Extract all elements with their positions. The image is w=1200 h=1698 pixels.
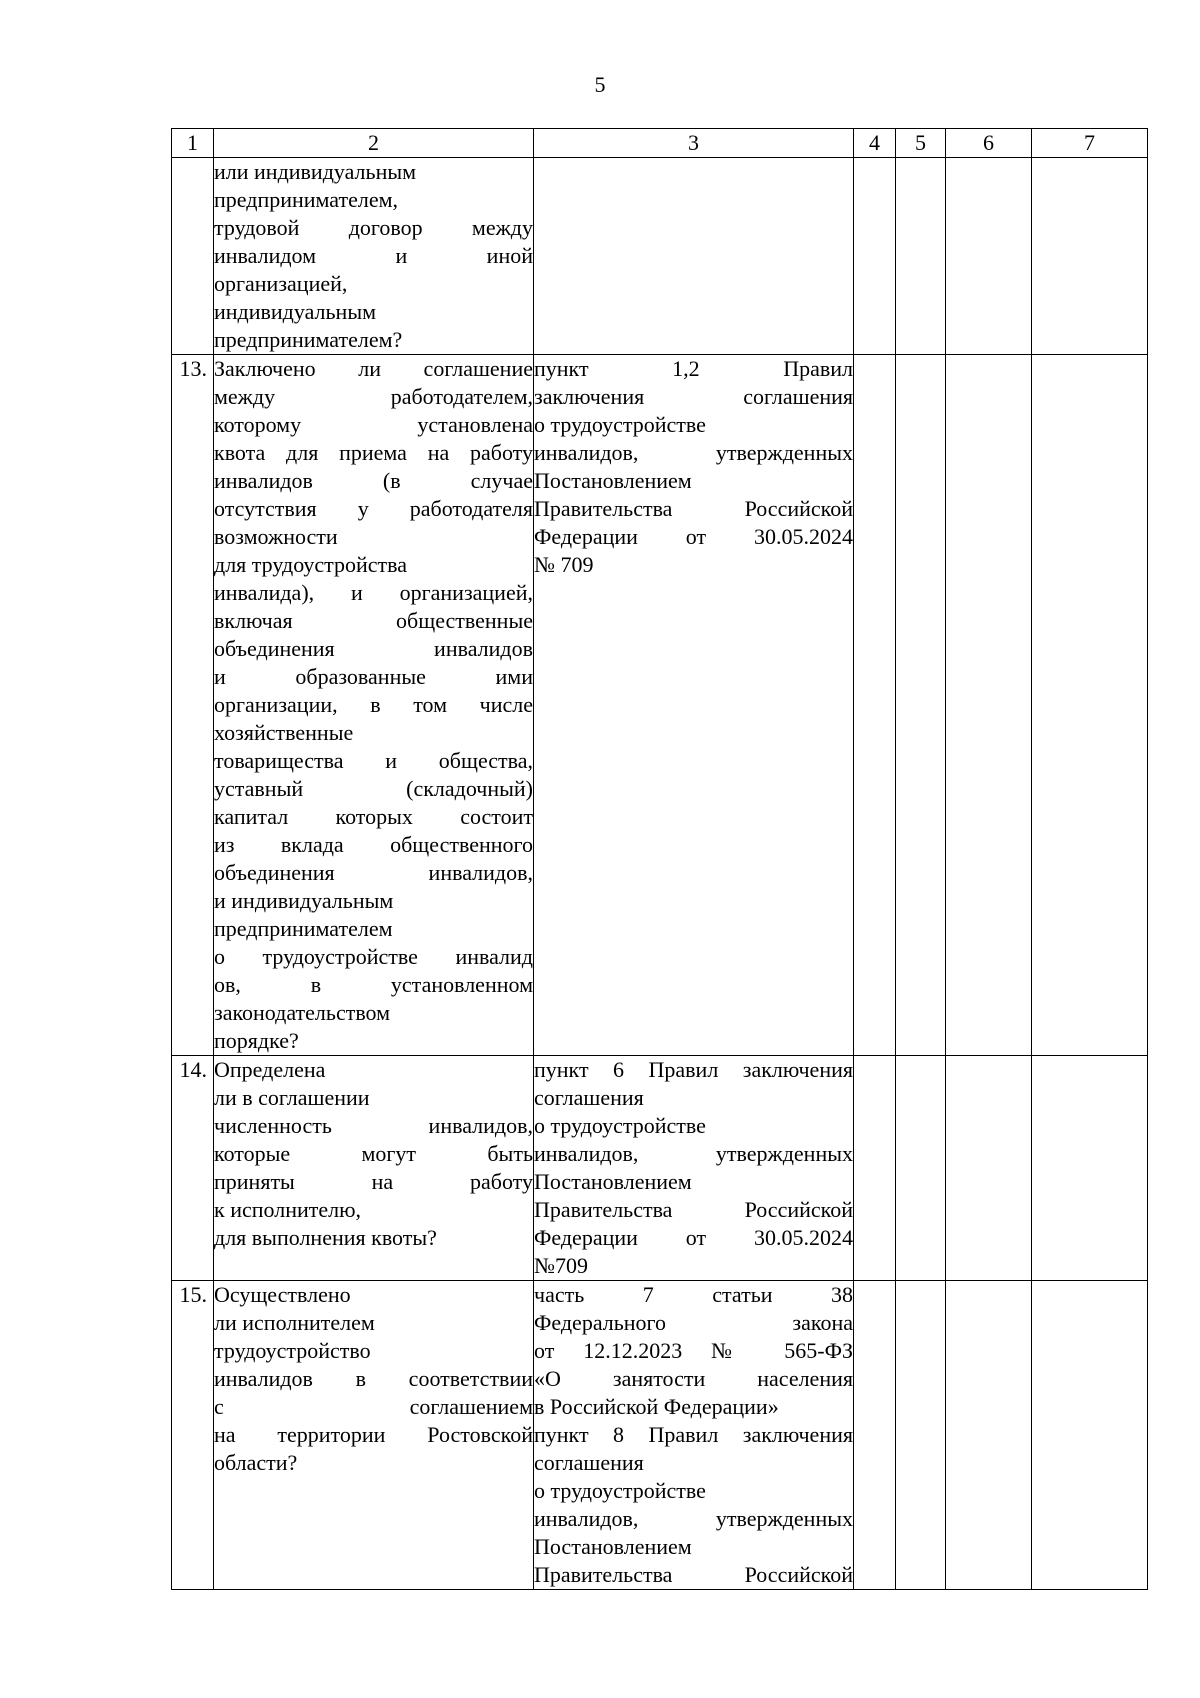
question-line: приняты на работу <box>214 1169 533 1194</box>
question-line: хозяйственные <box>214 720 354 745</box>
question-line: капитал которых состоит <box>214 804 533 829</box>
reference-line: Правительства Российской <box>534 496 853 521</box>
reference-line: Правительства Российской <box>534 1197 853 1222</box>
reference-line: «О занятости населения <box>534 1366 853 1391</box>
question-line: ли исполнителем <box>214 1310 375 1335</box>
reference-line: пункт 6 Правил заключения <box>534 1057 853 1082</box>
item-number: 14. <box>172 1056 214 1281</box>
question-line: или индивидуальным <box>214 159 417 184</box>
reference-line: Федерации от 30.05.2024 <box>534 1225 853 1250</box>
question-line: объединения инвалидов <box>214 636 533 661</box>
empty-cell-col-5 <box>896 355 946 1056</box>
header-cell: 6 <box>946 129 1032 158</box>
empty-cell-col-4 <box>854 355 896 1056</box>
question-line: из вклада общественного <box>214 832 533 857</box>
question-cell <box>214 1281 534 1590</box>
reference-line: в Российской Федерации» <box>534 1394 779 1419</box>
checklist-table <box>171 128 1148 1590</box>
question-line: области? <box>214 1450 298 1475</box>
reference-cell <box>534 1281 854 1590</box>
empty-cell-col-7 <box>1032 1281 1148 1590</box>
reference-line: инвалидов, утвержденных <box>534 1141 853 1166</box>
question-line: товарищества и общества, <box>214 748 533 773</box>
empty-cell-col-4 <box>854 1056 896 1281</box>
reference-line: № 709 <box>534 552 594 577</box>
item-number <box>172 158 214 355</box>
question-cell <box>214 355 534 1056</box>
empty-cell-col-4 <box>854 158 896 355</box>
reference-line: №709 <box>534 1253 588 1278</box>
reference-line: заключения соглашения <box>534 384 853 409</box>
header-cell: 1 <box>172 129 214 158</box>
question-line: предпринимателем, <box>214 187 399 212</box>
question-cell <box>214 158 534 355</box>
reference-cell <box>534 158 854 355</box>
empty-cell-col-5 <box>896 158 946 355</box>
reference-line: Постановлением <box>534 1169 692 1194</box>
question-line: уставный (складочный) <box>214 776 533 801</box>
question-line: законодательством <box>214 1000 391 1025</box>
question-line: отсутствия у работодателя <box>214 496 533 521</box>
reference-line: о трудоустройстве <box>534 1113 706 1138</box>
reference-line: пункт 8 Правил заключения <box>534 1422 853 1447</box>
table-row <box>172 355 1148 1056</box>
question-line: для выполнения квоты? <box>214 1225 437 1250</box>
reference-line: о трудоустройстве <box>534 1478 706 1503</box>
reference-line: инвалидов, утвержденных <box>534 440 853 465</box>
question-line: объединения инвалидов, <box>214 860 533 885</box>
empty-cell-col-6 <box>946 355 1032 1056</box>
table-row <box>172 1281 1148 1590</box>
question-line: ов, в установленном <box>214 972 533 997</box>
item-number: 13. <box>172 355 214 1056</box>
question-line: трудовой договор между <box>214 215 533 240</box>
question-line: возможности <box>214 524 338 549</box>
question-line: индивидуальным <box>214 299 377 324</box>
question-line: Заключено ли соглашение <box>214 356 533 381</box>
empty-cell-col-7 <box>1032 355 1148 1056</box>
question-line: включая общественные <box>214 608 533 633</box>
reference-cell <box>534 355 854 1056</box>
reference-line: соглашения <box>534 1085 644 1110</box>
reference-line: Федерации от 30.05.2024 <box>534 524 853 549</box>
question-line: численность инвалидов, <box>214 1113 533 1138</box>
empty-cell-col-6 <box>946 1281 1032 1590</box>
question-line: и образованные ими <box>214 664 533 689</box>
empty-cell-col-6 <box>946 1056 1032 1281</box>
question-line: порядке? <box>214 1028 299 1053</box>
question-line: предпринимателем <box>214 916 393 941</box>
table-header-row <box>172 129 1148 158</box>
reference-line: о трудоустройстве <box>534 412 706 437</box>
empty-cell-col-7 <box>1032 1056 1148 1281</box>
reference-line: Правительства Российской <box>534 1562 853 1587</box>
empty-cell-col-7 <box>1032 158 1148 355</box>
empty-cell-col-4 <box>854 1281 896 1590</box>
header-cell: 4 <box>854 129 896 158</box>
reference-line: инвалидов, утвержденных <box>534 1506 853 1531</box>
reference-line: Постановлением <box>534 468 692 493</box>
question-line: для трудоустройства <box>214 552 408 577</box>
empty-cell-col-5 <box>896 1281 946 1590</box>
reference-line: Постановлением <box>534 1534 692 1559</box>
question-line: которые могут быть <box>214 1141 533 1166</box>
question-line: инвалидов в соответствии <box>214 1366 533 1391</box>
reference-cell <box>534 1056 854 1281</box>
reference-line: Федерального закона <box>534 1310 853 1335</box>
question-line: инвалида), и организацией, <box>214 580 533 605</box>
question-line: между работодателем, <box>214 384 533 409</box>
question-line: ли в соглашении <box>214 1085 370 1110</box>
question-line: организации, в том числе <box>214 692 533 717</box>
question-line: с соглашением <box>214 1394 533 1419</box>
item-number: 15. <box>172 1281 214 1590</box>
header-cell: 3 <box>534 129 854 158</box>
question-line: трудоустройство <box>214 1338 371 1363</box>
table-row <box>172 1056 1148 1281</box>
question-line: инвалидом и иной <box>214 243 533 268</box>
header-cell: 2 <box>214 129 534 158</box>
question-line: Определена <box>214 1057 326 1082</box>
reference-line: соглашения <box>534 1450 644 1475</box>
question-line: на территории Ростовской <box>214 1422 533 1447</box>
question-line: организацией, <box>214 271 348 296</box>
header-cell: 5 <box>896 129 946 158</box>
question-line: которому установлена <box>214 412 533 437</box>
question-line: квота для приема на работу <box>214 440 533 465</box>
empty-cell-col-5 <box>896 1056 946 1281</box>
question-line: о трудоустройстве инвалид <box>214 944 533 969</box>
question-line: к исполнителю, <box>214 1197 362 1222</box>
question-cell <box>214 1056 534 1281</box>
reference-line: от 12.12.2023 № 565-ФЗ <box>534 1338 853 1363</box>
reference-line: пункт 1,2 Правил <box>534 356 853 381</box>
reference-line: часть 7 статьи 38 <box>534 1282 853 1307</box>
question-line: Осуществлено <box>214 1282 351 1307</box>
empty-cell-col-6 <box>946 158 1032 355</box>
header-cell: 7 <box>1032 129 1148 158</box>
question-line: и индивидуальным <box>214 888 394 913</box>
question-line: предпринимателем? <box>214 327 403 352</box>
table-row <box>172 158 1148 355</box>
question-line: инвалидов (в случае <box>214 468 533 493</box>
page-number: 5 <box>594 72 606 97</box>
